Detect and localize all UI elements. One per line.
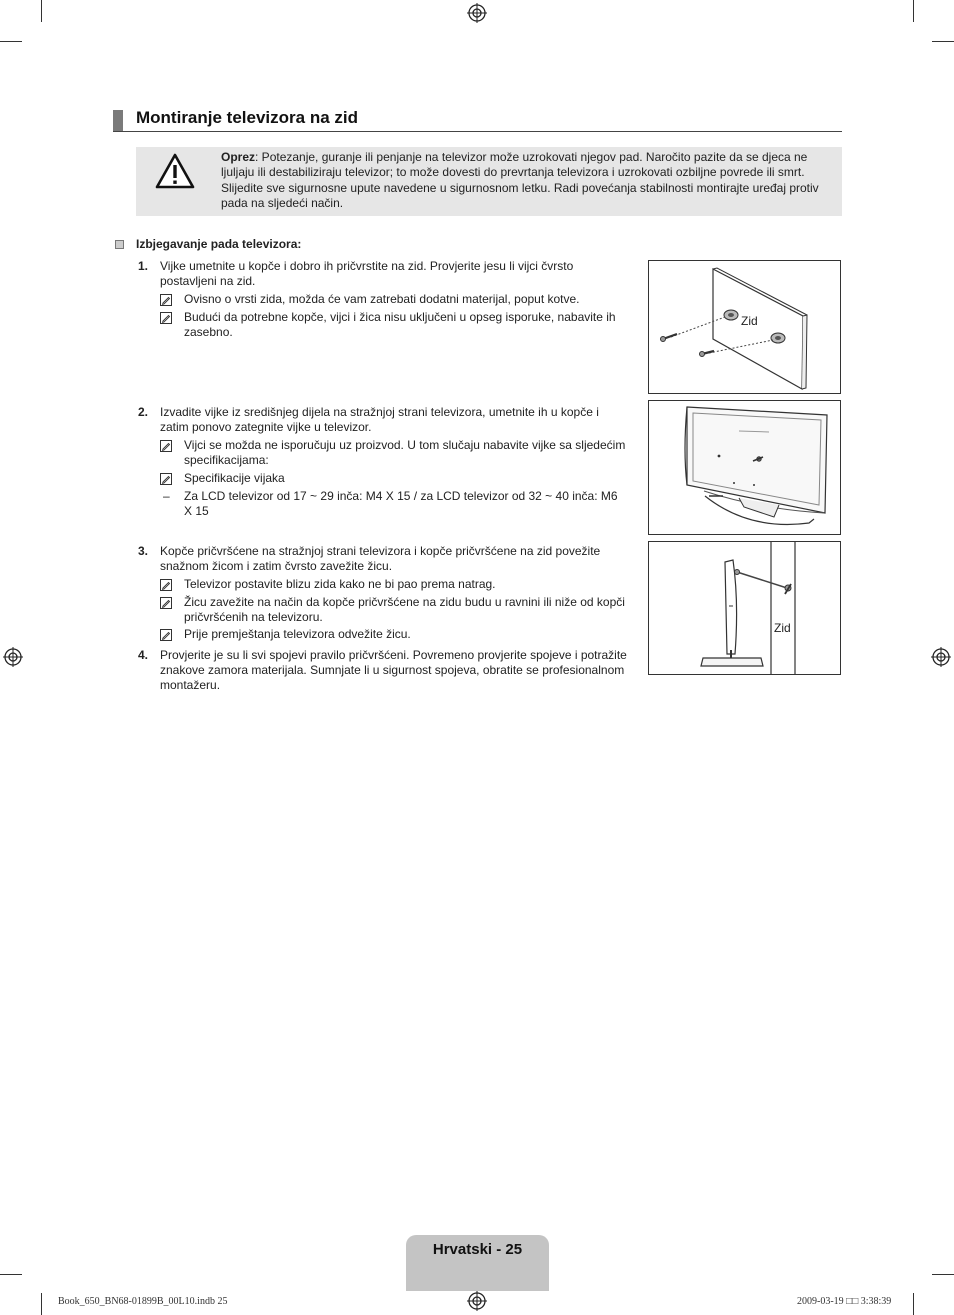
spec-text: X 15 [184, 504, 209, 518]
wall-label: Zid [741, 314, 758, 328]
figure-tv-side-wall [648, 541, 841, 675]
note-text: Televizor postavite blizu zida kako ne bi pao prema natrag. [184, 577, 496, 591]
step-text-line: Izvadite vijke iz središnjeg dijela na stražnjoj strani televizora, umetnite ih u kopče i [160, 405, 599, 419]
note-icon [160, 579, 172, 591]
registration-mark-icon [467, 1291, 487, 1311]
note-text: Specifikacije vijaka [184, 471, 285, 485]
tv-back-illustration [649, 401, 840, 534]
step-number: 2. [138, 405, 149, 419]
step-text-line: znakove zamora materijala. Sumnjate li u sigurnost spojeva, obratite se profesionalnom [160, 663, 625, 677]
note-icon [160, 473, 172, 485]
figure-tv-back [648, 400, 841, 535]
note-text: Budući da potrebne kopče, vijci i žica nisu uključeni u opseg isporuke, nabavite ih [184, 310, 616, 324]
registration-mark-icon [3, 647, 23, 667]
tv-side-wire-illustration [649, 542, 840, 674]
step-text-line: Provjerite je su li svi spojevi pravilo pričvršćeni. Povremeno provjerite spojeve i potražite [160, 648, 627, 662]
subsection-title: Izbjegavanje pada televizora: [136, 237, 302, 251]
note-icon [160, 629, 172, 641]
crop-mark [932, 1274, 954, 1275]
page-title: Montiranje televizora na zid [136, 108, 358, 127]
warning-triangle-icon [155, 153, 195, 189]
title-divider [113, 131, 842, 132]
note-text: specifikacijama: [184, 453, 269, 467]
step-number: 4. [138, 648, 149, 662]
print-slug-file: Book_650_BN68-01899B_00L10.indb 25 [58, 1296, 228, 1307]
note-icon [160, 312, 172, 324]
note-text: pričvršćenih na televizoru. [184, 610, 323, 624]
note-text: Vijci se možda ne isporučuju uz proizvod. U tom slučaju nabavite vijke sa sljedećim [184, 438, 626, 452]
crop-mark [41, 0, 42, 22]
square-bullet-icon [115, 240, 124, 249]
spec-text: Za LCD televizor od 17 ~ 29 inča: M4 X 15 / za LCD televizor od 32 ~ 40 inča: M6 [184, 489, 618, 503]
caution-text [221, 150, 833, 212]
print-slug-date: 2009-03-19 □□ 3:38:39 [797, 1296, 892, 1307]
registration-mark-icon [931, 647, 951, 667]
step-number: 3. [138, 544, 149, 558]
crop-mark [913, 1293, 914, 1315]
crop-mark [932, 41, 954, 42]
section-title-marker [113, 110, 123, 132]
step-text-line: montažeru. [160, 678, 221, 692]
crop-mark [41, 1293, 42, 1315]
wall-label: Zid [774, 621, 791, 635]
step-number: 1. [138, 259, 149, 273]
note-text: Ovisno o vrsti zida, možda će vam zatrebati dodatni materijal, poput kotve. [184, 292, 580, 306]
note-icon [160, 294, 172, 306]
crop-mark [0, 41, 22, 42]
step-text-line: Vijke umetnite u kopče i dobro ih pričvrstite na zid. Provjerite jesu li vijci čvrsto [160, 259, 574, 273]
step-text-line: snažnom žicom i zatim čvrsto zavežite žicu. [160, 559, 393, 573]
step-text-line: postavljeni na zid. [160, 274, 256, 288]
crop-mark [0, 1274, 22, 1275]
figure-wall-brackets [648, 260, 841, 394]
registration-mark-icon [467, 3, 487, 23]
crop-mark [913, 0, 914, 22]
dash-bullet: – [163, 489, 170, 503]
caution-body: : Potezanje, guranje ili penjanje na televizor može uzrokovati njegov pad. Naročito pazite da se djeca ne ljuljaju ili destabiliziraju televizor; to može dovesti do prevrtanja televizora i uzrokovati ozbiljne povrede ili smrt. Slijedite sve sigurnosne upute navedene u sigurnosnom letku. Radi povećanja stabilnosti montirajte uređaj protiv pada na sljedeći način. [221, 150, 819, 211]
note-icon [160, 597, 172, 609]
note-text: zasebno. [184, 325, 233, 339]
step-text-line: Kopče pričvršćene na stražnjoj strani televizora i kopče pričvršćene na zid povežite [160, 544, 601, 558]
note-text: Prije premještanja televizora odvežite žicu. [184, 627, 411, 641]
page-number: Hrvatski - 25 [432, 1241, 523, 1258]
note-text: Žicu zavežite na način da kopče pričvršćene na zidu budu u ravnini ili niže od kopči [184, 595, 625, 609]
step-text-line: zatim ponovo zategnite vijke u televizor. [160, 420, 372, 434]
note-icon [160, 440, 172, 452]
caution-label: Oprez [221, 150, 256, 164]
